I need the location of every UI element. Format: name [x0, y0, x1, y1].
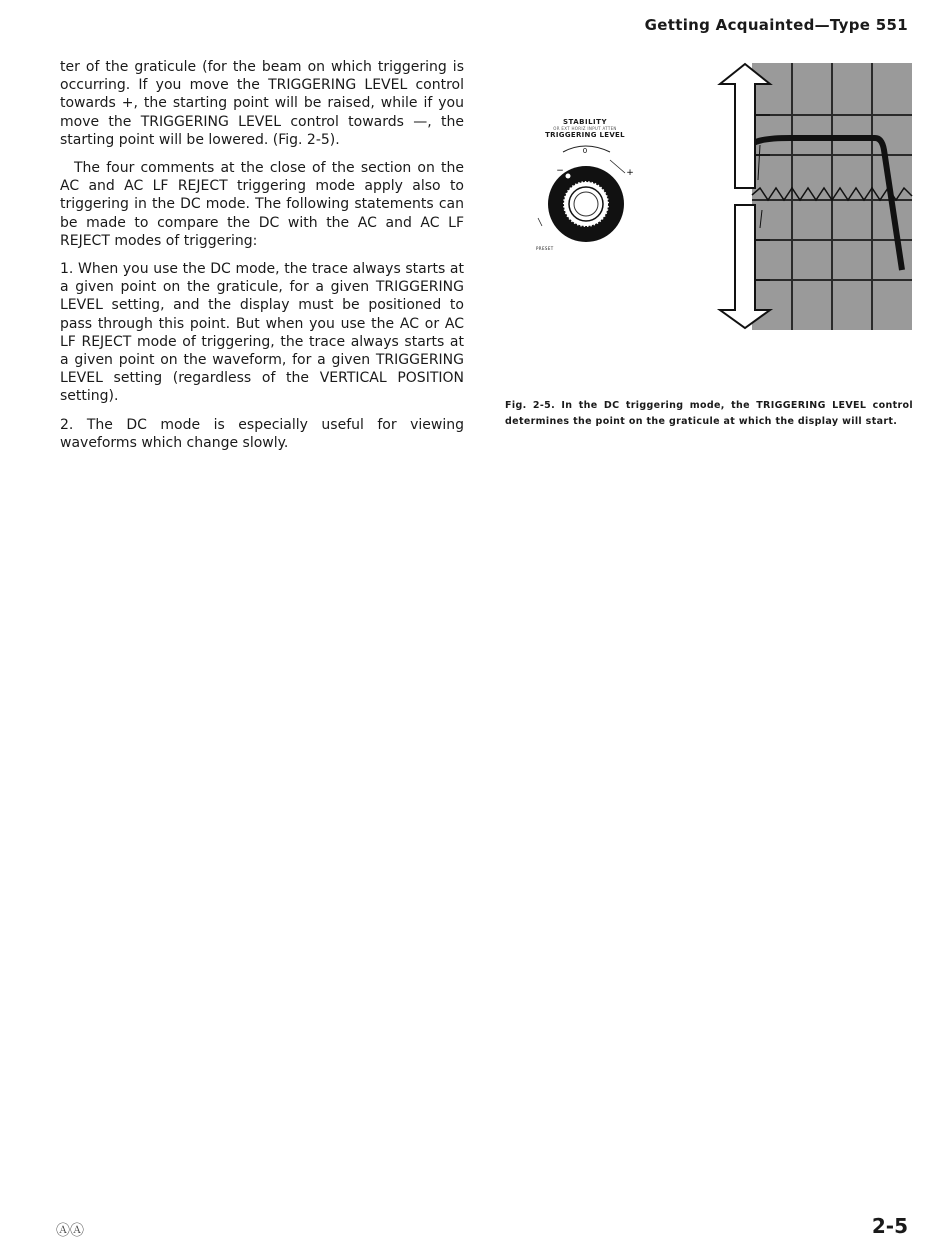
triggering-level-knob	[548, 166, 624, 242]
body-paragraph-2: The four comments at the close of the section on the AC and AC LF REJECT triggering mode apply also to triggering in the DC mode. The following statements can be made to compare the DC with the AC and AC LF REJECT modes of triggering:	[60, 160, 464, 249]
knob-plus-mark: +	[626, 168, 634, 178]
knob-subtitle: OR EXT HORIZ INPUT ATTEN	[553, 126, 617, 131]
knob-title: STABILITY	[562, 118, 608, 126]
running-head: Getting Acquainted—Type 551	[644, 16, 908, 34]
knob-minus-mark: −	[556, 166, 564, 176]
body-paragraph-4: 2. The DC mode is especially useful for viewing waveforms which change slowly.	[60, 416, 464, 451]
knob-zero-mark: 0	[582, 147, 588, 155]
tektronix-logo: ⒶⒶ	[56, 1223, 84, 1239]
figure-2-5	[530, 60, 915, 335]
crt-graticule	[752, 63, 912, 330]
body-paragraph-3: 1. When you use the DC mode, the trace always starts at a given point on the graticule, for a given TRIGGERING LEVEL setting, and the display must be positioned to pass through this point. But when you use the AC or AC LF REJECT mode of triggering, the trace always starts at a given point on the waveform, for a given TRIGGERING LEVEL setting (regardless of the VERTICAL POSITION setting).	[60, 261, 464, 405]
body-text-column	[60, 58, 464, 462]
knob-label: TRIGGERING LEVEL	[545, 131, 625, 139]
figure-drawing	[530, 60, 915, 335]
page-number: 2-5	[871, 1214, 908, 1238]
preset-tick	[538, 218, 542, 226]
preset-label: PRESET	[536, 246, 554, 251]
body-paragraph-1: ter of the graticule (for the beam on which triggering is occurring. If you move the TRIGGERING LEVEL control towards +, the starting point will be raised, while if you move the TRIGGERING LEVEL control towards —, the starting point will be lowered. (Fig. 2-5).	[60, 59, 464, 148]
figure-caption: Fig. 2-5. In the DC triggering mode, the TRIGGERING LEVEL control determines the point on the graticule at which the display will start.	[505, 400, 913, 427]
knob-arrow-line	[610, 160, 625, 173]
